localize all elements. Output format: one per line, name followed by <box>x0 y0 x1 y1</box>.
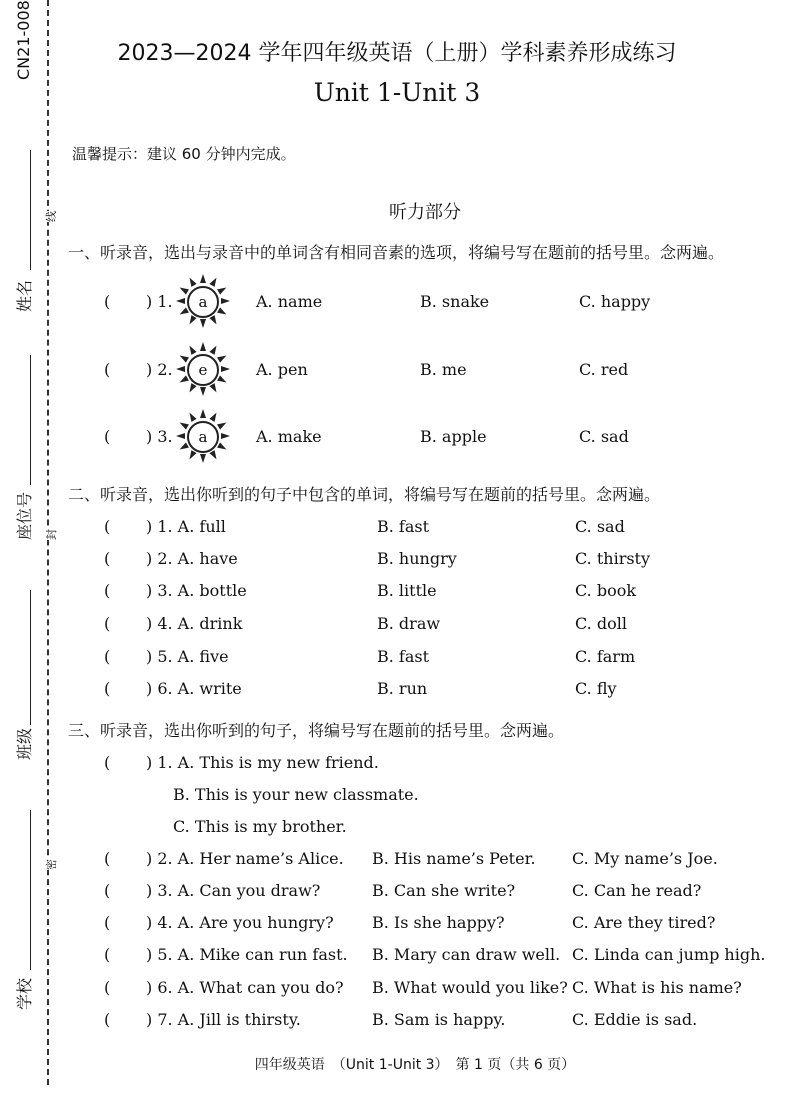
option-c: C. book <box>575 581 637 600</box>
option-c: C. sad <box>575 517 625 536</box>
question-option-a: ) 2. A. have <box>146 549 238 568</box>
option-b: B. fast <box>377 647 430 666</box>
question-option-a: ) 7. A. Jill is thirsty. <box>146 1010 301 1029</box>
page-subtitle: Unit 1-Unit 3 <box>313 78 481 107</box>
question-option-a: ) 5. A. five <box>146 647 229 666</box>
section1-heading: 一、听录音，选出与录音中的单词含有相同音素的选项，将编号写在题前的括号里。念两遍。 <box>68 243 725 262</box>
dense-mark: 密 <box>45 859 58 870</box>
school-underline <box>30 810 31 970</box>
option-b: B. What would you like? <box>372 978 568 997</box>
question-option-a: ) 6. A. What can you do? <box>146 978 344 997</box>
answer-paren[interactable]: ( <box>104 849 111 868</box>
seat-underline <box>30 355 31 485</box>
option-c: C. farm <box>575 647 636 666</box>
sun-letter-icon <box>175 409 229 463</box>
option-b: B. His name’s Peter. <box>372 849 536 868</box>
section3-heading: 三、听录音，选出你听到的句子，将编号写在题前的括号里。念两遍。 <box>68 721 565 740</box>
option-b: B. run <box>377 679 428 698</box>
answer-paren[interactable]: ( <box>104 647 111 666</box>
class-underline <box>30 590 31 725</box>
sun-letter-icon <box>175 274 229 328</box>
time-tip: 温馨提示：建议 60 分钟内完成。 <box>72 145 296 163</box>
answer-paren[interactable]: ( <box>104 978 111 997</box>
option-c: C. Are they tired? <box>572 913 716 932</box>
answer-paren[interactable]: ( <box>104 360 111 379</box>
answer-paren[interactable]: ( <box>104 517 111 536</box>
section2-heading: 二、听录音，选出你听到的句子中包含的单词，将编号写在题前的括号里。念两遍。 <box>68 485 661 504</box>
question-option-a: ) 3. A. bottle <box>146 581 247 600</box>
question-number: ) 3. <box>146 427 173 446</box>
question-number: ) 1. <box>146 292 173 311</box>
answer-paren[interactable]: ( <box>104 427 111 446</box>
option-c: C. My name’s Joe. <box>572 849 718 868</box>
option-c: C. thirsty <box>575 549 651 568</box>
answer-paren[interactable]: ( <box>104 1010 111 1029</box>
answer-paren[interactable]: ( <box>104 581 111 600</box>
option-a: A. pen <box>256 360 308 379</box>
option-c: C. doll <box>575 614 627 633</box>
question-option-a: ) 5. A. Mike can run fast. <box>146 945 348 964</box>
question-option-a: ) 3. A. Can you draw? <box>146 881 321 900</box>
option-b: B. hungry <box>377 549 457 568</box>
option-b: B. This is your new classmate. <box>173 785 419 804</box>
option-c: C. This is my brother. <box>173 817 347 836</box>
binding-dashed-line <box>47 0 49 1085</box>
option-c: C. fly <box>575 679 617 698</box>
listening-part-title: 听力部分 <box>389 202 461 223</box>
option-b: B. Mary can draw well. <box>372 945 561 964</box>
option-c: C. Linda can jump high. <box>572 945 766 964</box>
question-option-a: ) 2. A. Her name’s Alice. <box>146 849 344 868</box>
question-option-a: ) 6. A. write <box>146 679 242 698</box>
answer-paren[interactable]: ( <box>104 753 111 772</box>
page-footer: 四年级英语 （Unit 1-Unit 3） 第 1 页（共 6 页） <box>254 1057 576 1073</box>
school-label: 学校 <box>15 977 34 1010</box>
option-a: A. name <box>256 292 323 311</box>
option-b: B. snake <box>420 292 490 311</box>
option-b: B. me <box>420 360 467 379</box>
option-b: B. draw <box>377 614 441 633</box>
line-mark: 线 <box>45 211 58 222</box>
answer-paren[interactable]: ( <box>104 913 111 932</box>
sun-letter: e <box>187 354 219 386</box>
option-c: C. Can he read? <box>572 881 702 900</box>
answer-paren[interactable]: ( <box>104 679 111 698</box>
seat-label: 座位号 <box>15 491 34 540</box>
sun-letter: a <box>187 286 219 318</box>
exam-code: CN21-008 <box>14 0 33 80</box>
question-option-a: ) 1. A. full <box>146 517 226 536</box>
option-c: C. What is his name? <box>572 978 742 997</box>
answer-paren[interactable]: ( <box>104 881 111 900</box>
option-b: B. fast <box>377 517 430 536</box>
option-b: B. apple <box>420 427 487 446</box>
option-c: C. sad <box>579 427 629 446</box>
question-option-a: ) 4. A. drink <box>146 614 243 633</box>
answer-paren[interactable]: ( <box>104 945 111 964</box>
question-number: ) 2. <box>146 360 173 379</box>
name-label: 姓名 <box>15 279 34 312</box>
seal-mark: 封 <box>45 529 58 540</box>
option-b: B. Sam is happy. <box>372 1010 506 1029</box>
option-b: B. little <box>377 581 437 600</box>
sun-letter: a <box>187 421 219 453</box>
option-b: B. Can she write? <box>372 881 516 900</box>
page-title: 2023—2024 学年四年级英语（上册）学科素养形成练习 <box>117 41 677 66</box>
option-c: C. red <box>579 360 629 379</box>
answer-paren[interactable]: ( <box>104 549 111 568</box>
class-label: 班级 <box>15 727 34 760</box>
question-option-a: ) 1. A. This is my new friend. <box>146 753 379 772</box>
option-b: B. Is she happy? <box>372 913 505 932</box>
answer-paren[interactable]: ( <box>104 614 111 633</box>
answer-paren[interactable]: ( <box>104 292 111 311</box>
option-c: C. Eddie is sad. <box>572 1010 698 1029</box>
option-c: C. happy <box>579 292 651 311</box>
option-a: A. make <box>256 427 322 446</box>
question-option-a: ) 4. A. Are you hungry? <box>146 913 334 932</box>
sun-letter-icon <box>175 342 229 396</box>
